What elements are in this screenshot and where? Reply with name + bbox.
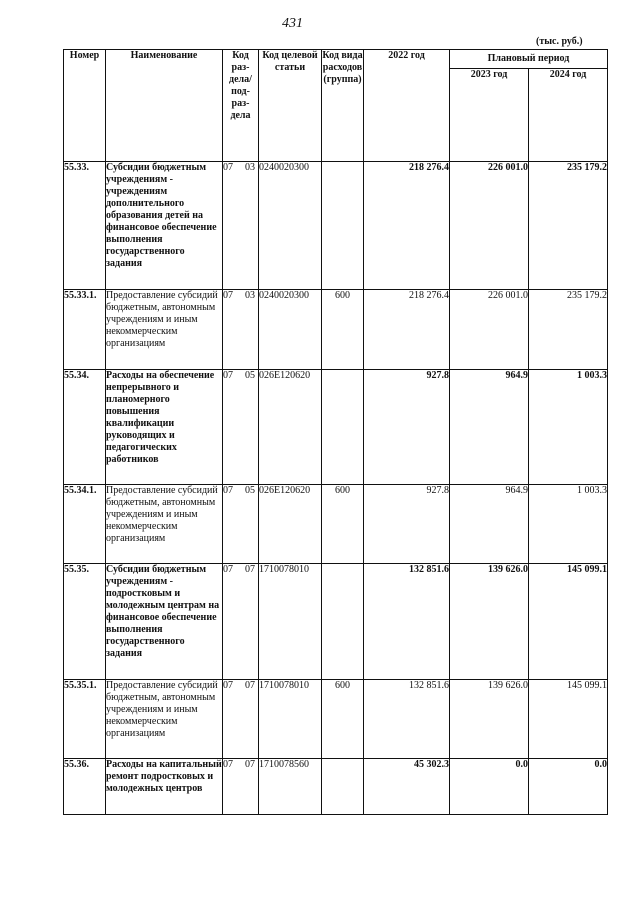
row-section <box>223 162 259 290</box>
row-section <box>223 485 259 564</box>
row-name: Расходы на обеспечение непрерывного и планомерного повышения квалификации руководящих и педагогических работников <box>106 370 223 485</box>
header-article: Код целевой статьи <box>259 50 322 162</box>
row-2023: 964.9 <box>450 370 529 485</box>
row-2024: 145 099.1 <box>529 680 608 759</box>
row-section-code: 07 <box>223 564 233 575</box>
header-plan-period: Плановый период <box>450 50 608 69</box>
row-2024: 1 003.3 <box>529 485 608 564</box>
row-2022: 132 851.6 <box>364 680 450 759</box>
row-section-code: 07 <box>223 680 233 691</box>
row-subsection-code: 03 <box>245 162 255 173</box>
header-group: Код вида расходов (группа) <box>322 50 364 162</box>
row-2022: 45 302.3 <box>364 759 450 815</box>
row-2023: 0.0 <box>450 759 529 815</box>
row-name: Субсидии бюджетным учреждениям - учреждениям дополнительного образования детей на финансовое обеспечение выполнения государственного задания <box>106 162 223 290</box>
row-2023: 139 626.0 <box>450 564 529 680</box>
row-section-code: 07 <box>223 162 233 173</box>
row-subsection-code: 05 <box>245 485 255 496</box>
table-row <box>64 485 608 564</box>
header-2022: 2022 год <box>364 50 450 162</box>
table-row <box>64 680 608 759</box>
table-row <box>64 290 608 370</box>
row-section <box>223 370 259 485</box>
header-number: Номер <box>64 50 106 162</box>
row-2022: 927.8 <box>364 370 450 485</box>
row-2022: 132 851.6 <box>364 564 450 680</box>
budget-table <box>63 49 608 815</box>
row-group <box>322 370 364 485</box>
row-group: 600 <box>322 290 364 370</box>
row-number: 55.34. <box>64 370 106 485</box>
row-section-code: 07 <box>223 485 233 496</box>
row-subsection-code: 05 <box>245 370 255 381</box>
header-2024: 2024 год <box>529 69 608 162</box>
table-row <box>64 564 608 680</box>
row-name: Предоставление субсидий бюджетным, автономным учреждениям и иным некоммерческим организациям <box>106 485 223 564</box>
row-group <box>322 162 364 290</box>
row-2022: 218 276.4 <box>364 162 450 290</box>
row-subsection-code: 07 <box>245 680 255 691</box>
row-section <box>223 680 259 759</box>
header-name: Наименование <box>106 50 223 162</box>
row-section-code: 07 <box>223 759 233 770</box>
units-label: (тыс. руб.) <box>536 36 583 47</box>
row-2024: 145 099.1 <box>529 564 608 680</box>
row-number: 55.35. <box>64 564 106 680</box>
header-section: Код раз-дела/ под-раз-дела <box>223 50 259 162</box>
row-number: 55.33.1. <box>64 290 106 370</box>
row-name: Субсидии бюджетным учреждениям - подростковым и молодежным центрам на финансовое обеспечение выполнения государственного задания <box>106 564 223 680</box>
row-2023: 226 001.0 <box>450 162 529 290</box>
row-article: 1710078010 <box>259 564 322 680</box>
row-number: 55.36. <box>64 759 106 815</box>
row-subsection-code: 07 <box>245 759 255 770</box>
row-group <box>322 564 364 680</box>
row-group: 600 <box>322 485 364 564</box>
row-2024: 0.0 <box>529 759 608 815</box>
row-2023: 964.9 <box>450 485 529 564</box>
table-row <box>64 759 608 815</box>
row-name: Предоставление субсидий бюджетным, автономным учреждениям и иным некоммерческим организациям <box>106 290 223 370</box>
row-article: 0240020300 <box>259 162 322 290</box>
row-name: Предоставление субсидий бюджетным, автономным учреждениям и иным некоммерческим организациям <box>106 680 223 759</box>
row-2024: 235 179.2 <box>529 290 608 370</box>
row-2022: 218 276.4 <box>364 290 450 370</box>
row-section <box>223 759 259 815</box>
row-2024: 235 179.2 <box>529 162 608 290</box>
row-section-code: 07 <box>223 370 233 381</box>
row-number: 55.33. <box>64 162 106 290</box>
row-2022: 927.8 <box>364 485 450 564</box>
row-name: Расходы на капитальный ремонт подростковых и молодежных центров <box>106 759 223 815</box>
header-2023: 2023 год <box>450 69 529 162</box>
row-2024: 1 003.3 <box>529 370 608 485</box>
row-group <box>322 759 364 815</box>
page-number: 431 <box>282 16 303 31</box>
row-article: 1710078010 <box>259 680 322 759</box>
row-article: 026E120620 <box>259 485 322 564</box>
row-section <box>223 564 259 680</box>
row-subsection-code: 07 <box>245 564 255 575</box>
row-number: 55.35.1. <box>64 680 106 759</box>
row-subsection-code: 03 <box>245 290 255 301</box>
row-group: 600 <box>322 680 364 759</box>
row-article: 0240020300 <box>259 290 322 370</box>
row-section-code: 07 <box>223 290 233 301</box>
row-section <box>223 290 259 370</box>
row-2023: 139 626.0 <box>450 680 529 759</box>
row-2023: 226 001.0 <box>450 290 529 370</box>
row-article: 026E120620 <box>259 370 322 485</box>
table-row <box>64 370 608 485</box>
row-article: 1710078560 <box>259 759 322 815</box>
table-row <box>64 162 608 290</box>
row-number: 55.34.1. <box>64 485 106 564</box>
